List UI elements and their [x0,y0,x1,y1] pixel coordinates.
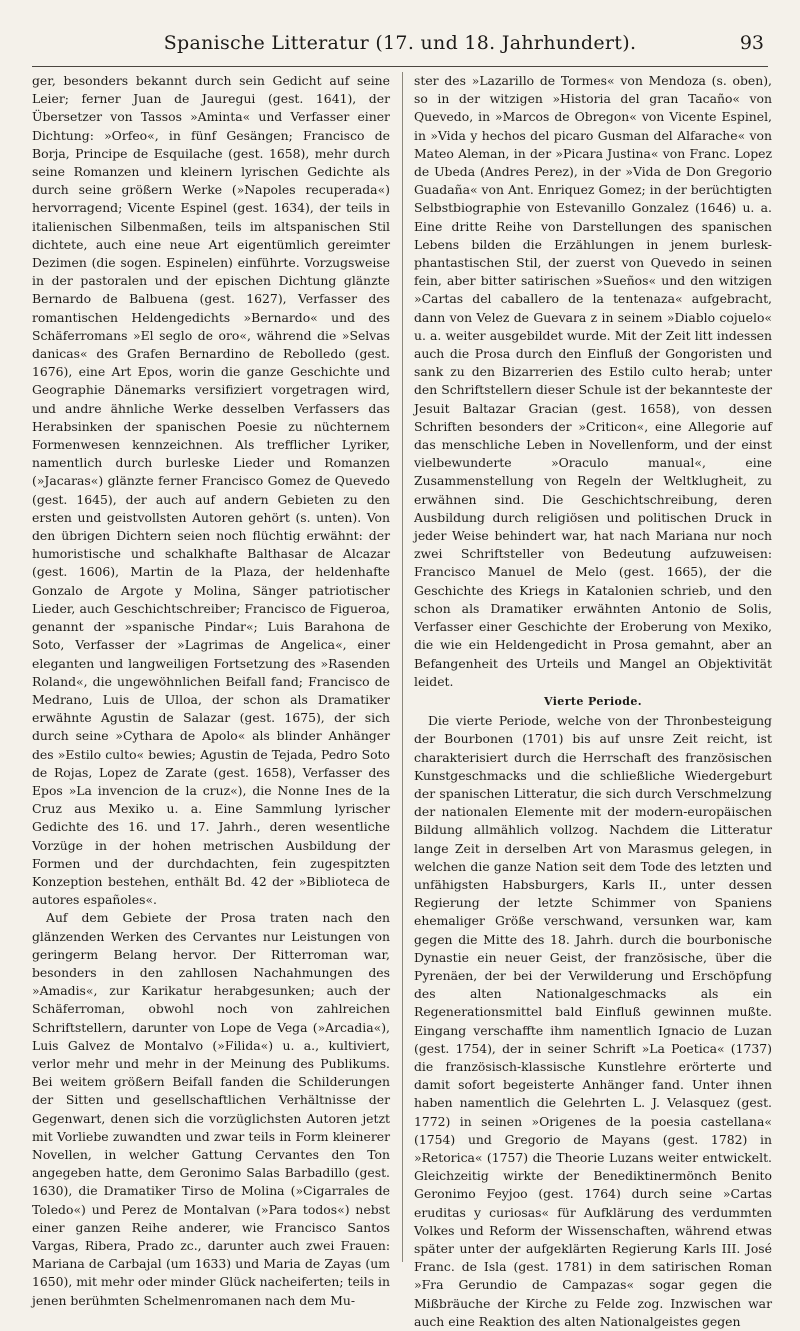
page-number: 93 [739,32,764,54]
right-column [414,72,772,1329]
section-heading: Vierte Periode. [543,694,643,708]
paragraph: Die vierte Periode, welche von der Thronbesteigung der Bourbonen (1701) bis auf unsre Zeit reicht, ist charakterisiert durch die Herrschaft des französischen Kunstgeschmacks und die schließliche Wiedergeburt der spanischen Litteratur, die sich durch Verschmelzung der nationalen Elemente mit der modern-europäischen Bildung allmählich vollzog. Nachdem die Litteratur lange Zeit in derselben Art von Marasmus gelegen, in welchen die ganze Nation seit dem Tode des letzten und unfähigsten Habsburgers, Karls II., unter dessen Regierung der letzte Schimmer von Spaniens ehemaliger Größe verschwand, versunken war, kam gegen die Mitte des 18. Jahrh. durch die bourbonische Dynastie ein neuer Geist, der französische, über die Pyrenäen, der bei der Verwilderung und Erschöpfung des alten Nationalgeschmacks als ein Regenerationsmittel bald Einfluß gewinnen mußte. Eingang verschaffte ihm namentlich Ignacio de Luzan (gest. 1754), der in seiner Schrift »La Poetica« (1737) die französisch-klassische Kunstlehre erörterte und damit sofort begeisterte Anhänger fand. Unter ihnen haben namentlich die Gelehrten L. J. Velasquez (gest. 1772) in seinen »Origenes de la poesia castellana« (1754) und Gregorio de Mayans (gest. 1782) in »Retorica« (1757) die Theorie Luzans weiter entwickelt. Gleichzeitig wirkte der Benediktinermönch Benito Geronimo Feyjoo (gest. 1764) durch seine »Cartas eruditas y curiosas« für Aufklärung des verdummten Volkes und Reform der Wissenschaften, während etwas später unter der aufgeklärten Regierung Karls III. José Franc. de Isla (gest. 1781) in dem satirischen Roman »Fra Gerundio de Campazas« sogar gegen die Mißbräuche der Kirche zu Felde zog. Inzwischen war auch eine Reaktion des alten Nationalgeistes gegen [414,713,772,1329]
paragraph: ger, besonders bekannt durch sein Gedicht auf seine Leier; ferner Juan de Jauregui (gest. 1641), der Übersetzer von Tassos »Aminta« und Verfasser einer Dichtung: »Orfeo«, in fünf Gesängen; Francisco de Borja, Principe de Esquilache (gest. 1658), mehr durch seine Romanzen und kleinern lyrischen Gedichte als durch seine größern Werke (»Napoles recuperada«) hervorragend; Vicente Espinel (gest. 1634), der teils in italienischen Silbenmaßen, teils im altspanischen Stil dichtete, auch eine neue Art eigentümlich gereimter Dezimen (die sogen. Espinelen) einführte. Vorzugsweise in der pastoralen und der epischen Dichtung glänzte Bernardo de Balbuena (gest. 1627), Verfasser des romantischen Heldengedichts »Bernardo« und des Schäferromans »El seglo de oro«, während die »Selvas danicas« des Grafen Bernardino de Rebolledo (gest. 1676), eine Art Epos, worin die ganze Geschichte und Geographie Dänemarks versifiziert vorgetragen wird, und andre ähnliche Werke desselben Verfassers das Herabsinken der spanischen Poesie zu nüchternem Formenwesen kennzeichnen. Als trefflicher Lyriker, namentlich durch burleske Lieder und Romanzen (»Jacaras«) glänzte ferner Francisco Gomez de Quevedo (gest. 1645), der auch auf andern Gebieten zu den ersten und geistvollsten Autoren gehört (s. unten). Von den übrigen Dichtern seien noch flüchtig erwähnt: der humoristische und schalkhafte Balthasar de Alcazar (gest. 1606), Martin de la Plaza, der heldenhafte Gonzalo de Argote y Molina, Sänger patriotischer Lieder, auch Geschichtschreiber; Francisco de Figueroa, genannt der »spanische Pindar«; Luis Barahona de Soto, Verfasser der »Lagrimas de Angelica«, einer eleganten und langweiligen Fortsetzung des »Rasenden Roland«, die ungewöhnlichen Beifall fand; Francisco de Medrano, Luis de Ulloa, der schon als Dramatiker erwähnte Agustin de Salazar (gest. 1675), der sich durch seine »Cythara de Apolo« als blinder Anhänger des »Estilo culto« bewies; Agustin de Tejada, Pedro Soto de Rojas, Lopez de Zarate (gest. 1658), Verfasser des Epos »La invencion de la cruz«), die Nonne Ines de la Cruz aus Mexiko u. a. Eine Sammlung lyrischer Gedichte des 16. und 17. Jahrh., deren wesentliche Vorzüge in der hohen metrischen Ausbildung der Formen und der durchdachten, fein zugespitzten Konzeption bestehen, enthält Bd. 42 der »Biblioteca de autores españoles«. [32,73,390,908]
paragraph: ster des »Lazarillo de Tormes« von Mendoza (s. oben), so in der witzigen »Historia del gran Tacaño« von Quevedo, in »Marcos de Obregon« von Vicente Espinel, in »Vida y hechos del picaro Gusman del Alfarache« von Mateo Aleman, in der »Picara Justina« von Franc. Lopez de Ubeda (Andres Perez), in der »Vida de Don Gregorio Guadaña« von Ant. Enriquez Gomez; in der berüchtigten Selbstbiographie von Estevanillo Gonzalez (1646) u. a. Eine dritte Reihe von Darstellungen des spanischen Lebens bilden die Erzählungen in jenem burlesk-phantastischen Stil, der zuerst von Quevedo in seinen fein, aber bitter satirischen »Sueños« und den witzigen »Cartas del caballero de la tentenaza« aufgebracht, dann von Velez de Guevara z in seinem »Diablo cojuelo« u. a. weiter ausgebildet wurde. Mit der Zeit litt indessen auch die Prosa durch den Einfluß der Gongoristen und sank zu den Bizarrerien des Estilo culto herab; unter den Schriftstellern dieser Schule ist der bekannteste der Jesuit Baltazar Gracian (gest. 1658), von dessen Schriften besonders der »Criticon«, eine Allegorie auf das menschliche Leben in Novellenform, und der einst vielbewunderte »Oraculo manual«, eine Zusammenstellung von Regeln der Weltklugheit, zu erwähnen sind. Die Geschichtschreibung, deren Ausbildung durch religiösen und politischen Druck in jeder Weise behindert war, hat nach Mariana nur noch zwei Schriftsteller von Bedeutung aufzuweisen: Francisco Manuel de Melo (gest. 1665), der die Geschichte des Kriegs in Katalonien schrieb, und den schon als Dramatiker erwähnten Antonio de Solis, Verfasser einer Geschichte der Eroberung von Mexiko, die wie ein Heldengedicht in Prosa gemahnt, aber an Befangenheit des Urteils und Mangel an Objektivität leidet. [414,73,772,689]
text-columns [32,72,772,1329]
running-title: Spanische Litteratur (17. und 18. Jahrhundert). [163,32,637,54]
column-divider [402,72,403,1262]
paragraph: Auf dem Gebiete der Prosa traten nach den glänzenden Werken des Cervantes nur Leistungen von geringerm Belang hervor. Der Ritterroman war, besonders in den zahllosen Nachahmungen des »Amadis«, zur Karikatur herabgesunken; auch der Schäferroman, obwohl noch von zahlreichen Schriftstellern, darunter von Lope de Vega (»Arcadia«), Luis Galvez de Montalvo (»Filida«) u. a., kultiviert, verlor mehr und mehr in der Meinung des Publikums. Bei weitem größern Beifall fanden die Schilderungen der Sitten und gesellschaftlichen Verhältnisse der Gegenwart, denen sich die vorzüglichsten Autoren jetzt mit Vorliebe zuwandten und zwar teils in Form kleinerer Novellen, in welcher Gattung Cervantes den Ton angegeben hatte, dem Geronimo Salas Barbadillo (gest. 1630), die Dramatiker Tirso de Molina (»Cigarrales de Toledo«) und Perez de Montalvan (»Para todos«) nebst einer ganzen Reihe anderer, wie Francisco Santos Vargas, Ribera, Prado zc., darunter auch zwei Frauen: Mariana de Carbajal (um 1633) und Maria de Zayas (um 1650), mit mehr oder minder Glück nacheiferten; teils in jenen berühmten Schelmenromanen nach dem Mu- [32,910,390,1308]
left-column [32,72,390,1308]
page-header [32,26,768,67]
